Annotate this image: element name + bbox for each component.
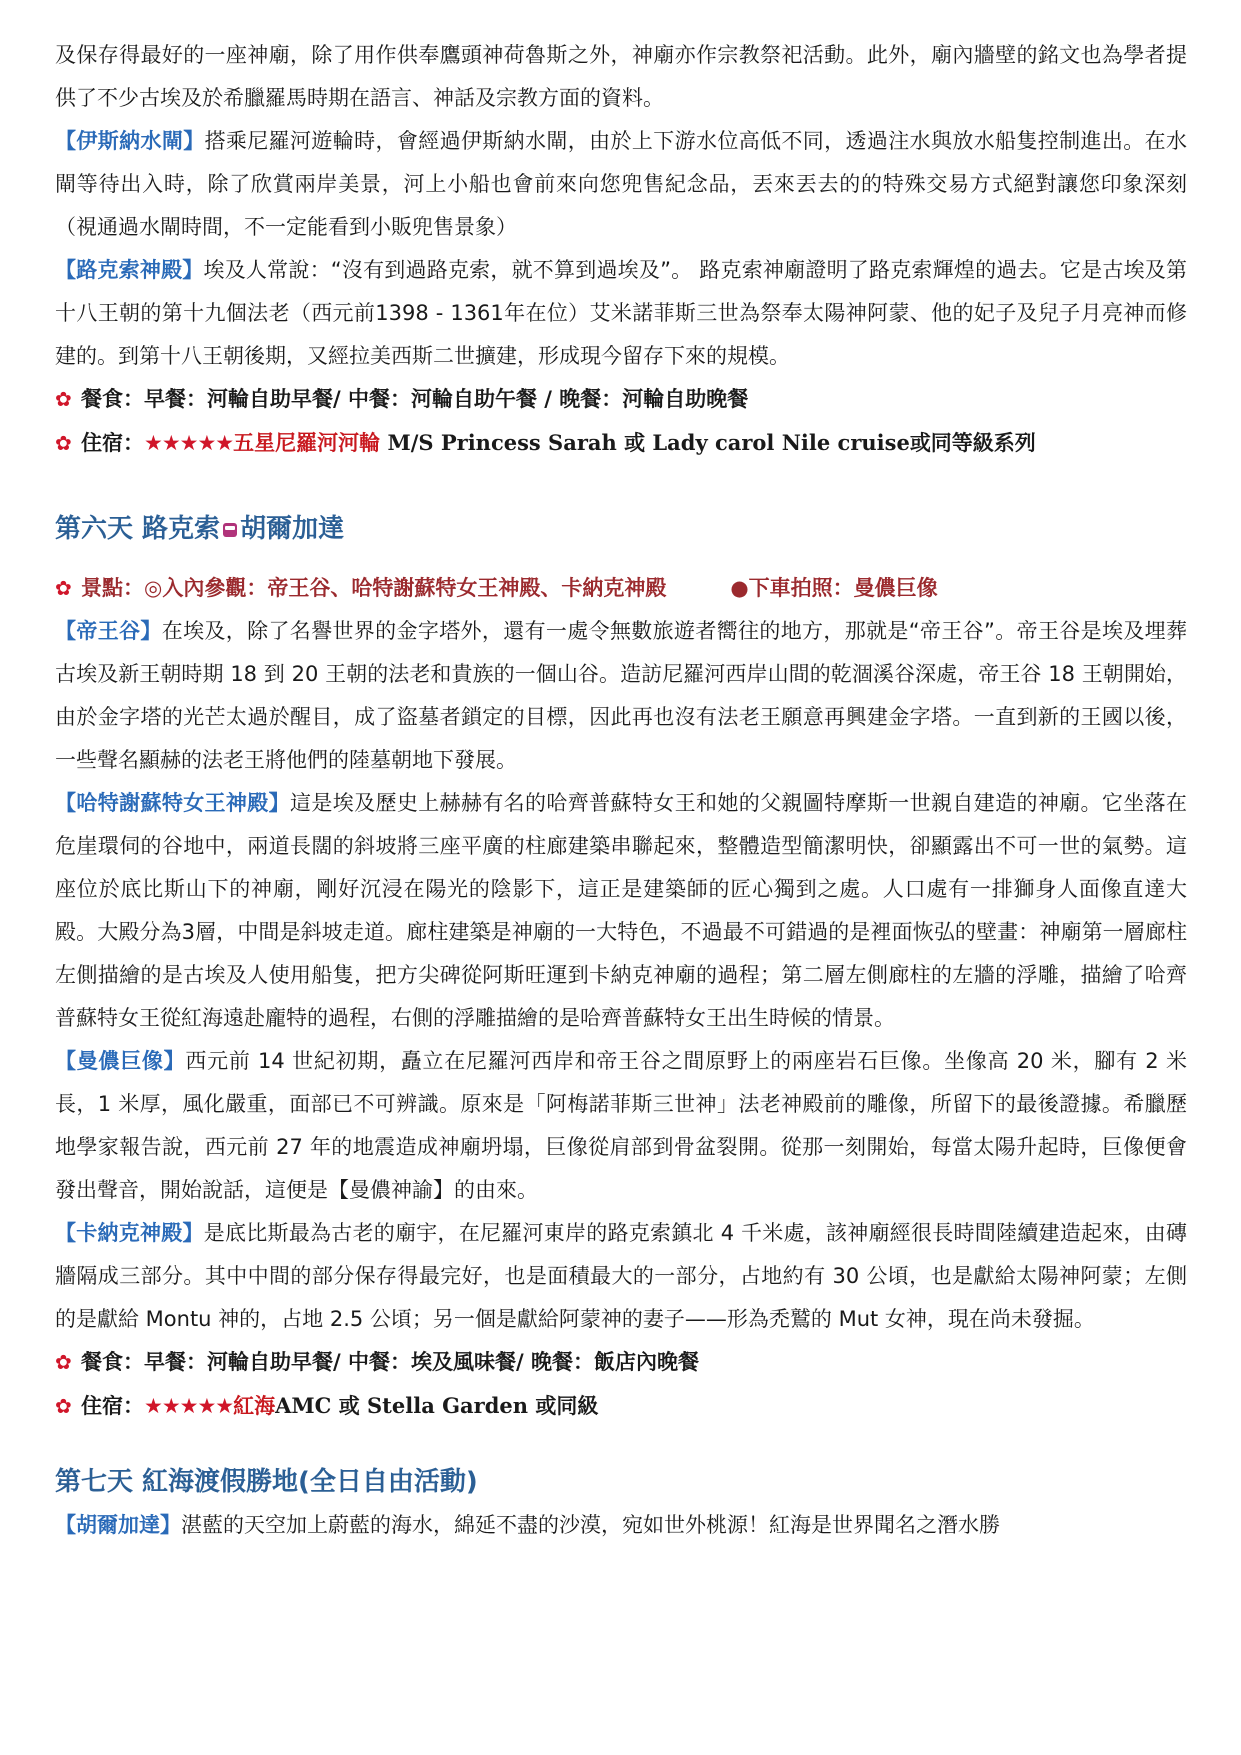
hotel-stars: ★★★★★ [144,1394,234,1418]
hotel-name: 紅海 [233,1394,276,1418]
paragraph-valley-of-kings [55,610,1187,782]
scenic-photo-stop: 下車拍照：曼儂巨像 [748,576,938,600]
hotel-english-name: M/S Princess Sarah 或 Lady carol Nile cruise [380,430,910,455]
document-page [55,34,1187,1547]
meals-label: 餐食： [81,1350,144,1374]
flower-icon: ✿ [55,1350,72,1374]
esna-lock-tag: 【伊斯納水閘】 [55,129,205,153]
flower-icon: ✿ [55,576,72,600]
day6-heading [55,507,1187,551]
day5-meals [55,378,1187,421]
day5-hotel [55,421,1187,465]
hotel-label: 住宿： [81,1394,144,1418]
paragraph-esna-lock [55,120,1187,249]
hotel-name: 五星尼羅河河輪 [233,431,381,455]
hurghada-tag: 【胡爾加達】 [55,1513,181,1537]
paragraph-temple-continued [55,34,1187,120]
meals-label: 餐食： [81,387,144,411]
day6-scenic [55,567,1187,610]
hatshepsut-temple-text: 這是埃及歷史上赫赫有名的哈齊普蘇特女王和她的父親圖特摩斯一世親自建造的神廟。它坐落在危崖環伺的谷地中，兩道長闊的斜坡將三座平廣的柱廊建築串聯起來，整體造型簡潔明快，卻顯露出不可一世的氣勢。這座位於底比斯山下的神廟，剛好沉浸在陽光的陰影下，這正是建築師的匠心獨到之處。人口處有一排獅身人面像直達大殿。大殿分為3層，中間是斜坡走道。廊柱建築是神廟的一大特色，不過最不可錯過的是裡面恢弘的壁畫：神廟第一層廊柱左側描繪的是古埃及人使用船隻，把方尖碑從阿斯旺運到卡納克神廟的過程；第二層左側廊柱的左牆的浮雕，描繪了哈齊普蘇特女王從紅海遠赴龐特的過程，右側的浮雕描繪的是哈齊普蘇特女王出生時候的情景。 [55,791,1188,1030]
day6-title-a: 第六天 路克索 [55,514,221,544]
flower-icon: ✿ [55,1394,72,1418]
day6-meals [55,1341,1187,1384]
paragraph-hatshepsut-temple [55,782,1187,1040]
meals-text: 早餐：河輪自助早餐/ 中餐：埃及風味餐/ 晚餐：飯店內晚餐 [144,1350,699,1374]
flower-icon: ✿ [55,431,72,455]
scenic-visit-list: ◎入內參觀：帝王谷、哈特謝蘇特女王神殿、卡納克神殿 [144,576,667,600]
karnak-temple-tag: 【卡納克神殿】 [55,1221,204,1245]
hatshepsut-temple-tag: 【哈特謝蘇特女王神殿】 [55,791,291,815]
hotel-english-name: AMC 或 Stella Garden 或同級 [275,1393,599,1418]
valley-of-kings-text: 在埃及，除了名譽世界的金字塔外，還有一處令無數旅遊者嚮往的地方，那就是“帝王谷”。帝王谷是埃及埋葬古埃及新王朝時期 18 到 20 王朝的法老和貴族的一個山谷。造訪尼羅河西岸山間的乾涸溪谷深處，帝王谷 18 王朝開始，由於金字塔的光芒太過於醒目，成了盜墓者鎖定的目標，因此再也沒有法老王願意再興建金字塔。一直到新的王國以後，一些聲名顯赫的法老王將他們的陸墓朝地下發展。 [55,619,1188,772]
paragraph-hurghada [55,1504,1187,1547]
scenic-label: 景點： [81,576,144,600]
valley-of-kings-tag: 【帝王谷】 [55,619,162,643]
dot-icon: ● [730,576,749,600]
flower-icon: ✿ [55,387,72,411]
hotel-tail: 或同等級系列 [909,431,1036,455]
luxor-temple-text: 埃及人常說：“沒有到過路克索，就不算到過埃及”。 路克索神廟證明了路克索輝煌的過去。它是古埃及第十八王朝的第十九個法老（西元前1398 - 1361年在位）艾米諾菲斯三世為祭奉太陽神阿蒙、他的妃子及兒子月亮神而修建的。到第十八王朝後期，又經拉美西斯二世擴建，形成現今留存下來的規模。 [55,258,1187,368]
meals-text: 早餐：河輪自助早餐/ 中餐：河輪自助午餐 / 晚餐：河輪自助晚餐 [144,387,749,411]
hotel-label: 住宿： [81,431,144,455]
paragraph-karnak-temple [55,1212,1187,1341]
hurghada-text: 湛藍的天空加上蔚藍的海水，綿延不盡的沙漠，宛如世外桃源！紅海是世界聞名之潛水勝 [181,1513,1000,1537]
bus-icon [223,523,237,537]
paragraph-luxor-temple [55,249,1187,378]
hotel-stars: ★★★★★ [144,431,234,455]
esna-lock-text: 搭乘尼羅河遊輪時，會經過伊斯納水閘，由於上下游水位高低不同，透過注水與放水船隻控制進出。在水閘等待出入時，除了欣賞兩岸美景，河上小船也會前來向您兜售紀念品，丟來丟去的的特殊交易方式絕對讓您印象深刻（視通過水閘時間，不一定能看到小販兜售景象） [55,129,1188,239]
colossi-of-memnon-tag: 【曼儂巨像】 [55,1049,186,1073]
paragraph-colossi-of-memnon [55,1040,1187,1212]
colossi-of-memnon-text: 西元前 14 世紀初期，矗立在尼羅河西岸和帝王谷之間原野上的兩座岩石巨像。坐像高 20 米，腳有 2 米長，1 米厚，風化嚴重，面部已不可辨識。原來是「阿梅諾菲斯三世神」法老神殿前的雕像，所留下的最後證據。希臘歷地學家報告說，西元前 27 年的地震造成神廟坍塌，巨像從肩部到骨盆裂開。從那一刻開始，每當太陽升起時，巨像便會發出聲音，開始說話，這便是【曼儂神諭】的由來。 [55,1049,1188,1202]
karnak-temple-text: 是底比斯最為古老的廟宇，在尼羅河東岸的路克索鎮北 4 千米處，該神廟經很長時間陸續建造起來，由磚牆隔成三部分。其中中間的部分保存得最完好，也是面積最大的一部分，占地約有 30 公頃，也是獻給太陽神阿蒙；左側的是獻給 Montu 神的，占地 2.5 公頃；另一個是獻給阿蒙神的妻子——形為禿鷲的 Mut 女神，現在尚未發掘。 [55,1221,1188,1331]
luxor-temple-tag: 【路克索神殿】 [55,258,204,282]
day7-heading: 第七天 紅海渡假勝地(全日自由活動) [55,1467,478,1497]
day6-title-b: 胡爾加達 [240,514,345,544]
paragraph-text: 及保存得最好的一座神廟，除了用作供奉鷹頭神荷魯斯之外，神廟亦作宗教祭祀活動。此外，廟內牆壁的銘文也為學者提供了不少古埃及於希臘羅馬時期在語言、神話及宗教方面的資料。 [55,43,1187,110]
day6-hotel [55,1384,1187,1428]
